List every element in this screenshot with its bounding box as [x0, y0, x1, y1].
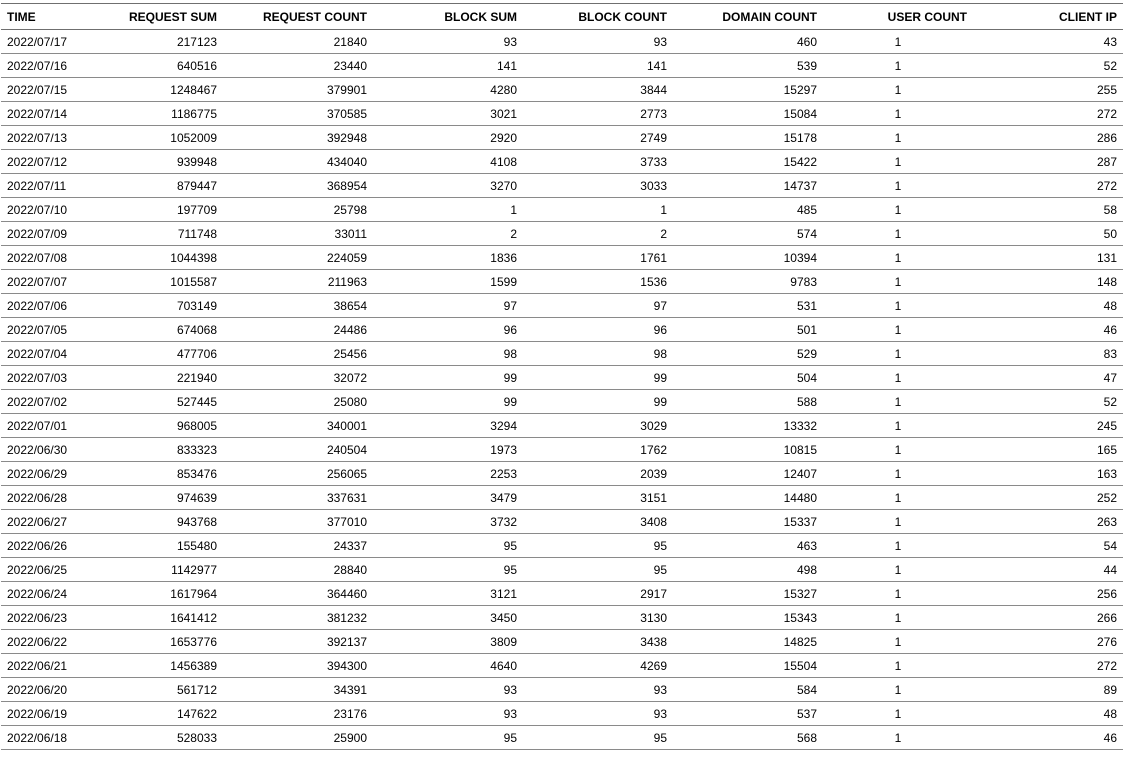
block-count-cell: 96 — [523, 318, 673, 342]
table-row — [1, 630, 1123, 654]
client-ip-cell: 43 — [973, 30, 1123, 54]
block-count-cell: 2749 — [523, 126, 673, 150]
time-cell: 2022/07/07 — [1, 270, 81, 294]
block-count-cell: 4269 — [523, 654, 673, 678]
client-ip-cell: 286 — [973, 126, 1123, 150]
domain-count-cell: 15504 — [673, 654, 823, 678]
time-cell: 2022/07/17 — [1, 30, 81, 54]
table-row — [1, 318, 1123, 342]
client-ip-cell: 276 — [973, 630, 1123, 654]
client-ip-cell: 148 — [973, 270, 1123, 294]
request-sum-cell: 1186775 — [81, 102, 223, 126]
table-row — [1, 462, 1123, 486]
table-row — [1, 582, 1123, 606]
client-ip-cell: 48 — [973, 702, 1123, 726]
request-sum-cell: 833323 — [81, 438, 223, 462]
time-cell: 2022/07/02 — [1, 390, 81, 414]
client-ip-cell: 44 — [973, 558, 1123, 582]
domain-count-cell: 13332 — [673, 414, 823, 438]
domain-count-cell: 501 — [673, 318, 823, 342]
block-count-cell: 1 — [523, 198, 673, 222]
domain-count-cell: 14737 — [673, 174, 823, 198]
daily-statistics-table — [1, 3, 1123, 750]
time-cell: 2022/06/28 — [1, 486, 81, 510]
request-count-cell: 381232 — [223, 606, 373, 630]
time-cell: 2022/06/21 — [1, 654, 81, 678]
domain-count-cell: 15297 — [673, 78, 823, 102]
block-count-cell: 3733 — [523, 150, 673, 174]
request-sum-cell: 197709 — [81, 198, 223, 222]
request-sum-cell: 1641412 — [81, 606, 223, 630]
block-sum-cell: 3450 — [373, 606, 523, 630]
table-row — [1, 438, 1123, 462]
block-sum-cell: 3270 — [373, 174, 523, 198]
block-count-cell: 2 — [523, 222, 673, 246]
block-count-cell: 2773 — [523, 102, 673, 126]
client-ip-cell: 165 — [973, 438, 1123, 462]
block-count-cell: 141 — [523, 54, 673, 78]
client-ip-cell: 263 — [973, 510, 1123, 534]
domain-count-cell: 10815 — [673, 438, 823, 462]
request-count-cell: 23176 — [223, 702, 373, 726]
block-count-cell: 95 — [523, 726, 673, 750]
block-count-cell: 93 — [523, 30, 673, 54]
user-count-cell: 1 — [823, 486, 973, 510]
user-count-cell: 1 — [823, 102, 973, 126]
request-sum-cell: 155480 — [81, 534, 223, 558]
request-count-cell: 434040 — [223, 150, 373, 174]
user-count-cell: 1 — [823, 438, 973, 462]
client-ip-cell: 89 — [973, 678, 1123, 702]
block-sum-cell: 93 — [373, 702, 523, 726]
user-count-cell: 1 — [823, 246, 973, 270]
table-row — [1, 414, 1123, 438]
request-count-cell: 21840 — [223, 30, 373, 54]
time-cell: 2022/07/08 — [1, 246, 81, 270]
domain-count-cell: 12407 — [673, 462, 823, 486]
user-count-cell: 1 — [823, 558, 973, 582]
report-table-container — [1, 3, 1123, 750]
table-row — [1, 30, 1123, 54]
client-ip-cell: 272 — [973, 654, 1123, 678]
request-sum-cell: 528033 — [81, 726, 223, 750]
block-count-cell: 98 — [523, 342, 673, 366]
table-row — [1, 270, 1123, 294]
request-sum-cell: 561712 — [81, 678, 223, 702]
time-cell: 2022/06/20 — [1, 678, 81, 702]
user-count-cell: 1 — [823, 126, 973, 150]
block-sum-cell: 141 — [373, 54, 523, 78]
user-count-cell: 1 — [823, 366, 973, 390]
client-ip-cell: 47 — [973, 366, 1123, 390]
domain-count-cell: 504 — [673, 366, 823, 390]
time-cell: 2022/07/13 — [1, 126, 81, 150]
request-count-cell: 392137 — [223, 630, 373, 654]
block-count-cell: 97 — [523, 294, 673, 318]
user-count-cell: 1 — [823, 534, 973, 558]
column-header-client-ip[interactable]: CLIENT IP — [973, 4, 1123, 30]
block-sum-cell: 98 — [373, 342, 523, 366]
table-body — [1, 30, 1123, 750]
block-count-cell: 2917 — [523, 582, 673, 606]
client-ip-cell: 46 — [973, 726, 1123, 750]
domain-count-cell: 485 — [673, 198, 823, 222]
block-sum-cell: 93 — [373, 30, 523, 54]
request-count-cell: 38654 — [223, 294, 373, 318]
client-ip-cell: 52 — [973, 54, 1123, 78]
table-row — [1, 342, 1123, 366]
block-count-cell: 93 — [523, 702, 673, 726]
request-sum-cell: 1142977 — [81, 558, 223, 582]
client-ip-cell: 131 — [973, 246, 1123, 270]
time-cell: 2022/06/18 — [1, 726, 81, 750]
request-count-cell: 370585 — [223, 102, 373, 126]
request-count-cell: 211963 — [223, 270, 373, 294]
request-count-cell: 32072 — [223, 366, 373, 390]
request-count-cell: 34391 — [223, 678, 373, 702]
user-count-cell: 1 — [823, 510, 973, 534]
block-count-cell: 3029 — [523, 414, 673, 438]
domain-count-cell: 460 — [673, 30, 823, 54]
table-row — [1, 102, 1123, 126]
column-header-block-count[interactable]: BLOCK COUNT — [523, 4, 673, 30]
block-sum-cell: 2 — [373, 222, 523, 246]
time-cell: 2022/06/23 — [1, 606, 81, 630]
block-count-cell: 1536 — [523, 270, 673, 294]
block-sum-cell: 3021 — [373, 102, 523, 126]
request-count-cell: 25798 — [223, 198, 373, 222]
block-sum-cell: 99 — [373, 366, 523, 390]
domain-count-cell: 588 — [673, 390, 823, 414]
request-count-cell: 25456 — [223, 342, 373, 366]
client-ip-cell: 50 — [973, 222, 1123, 246]
block-sum-cell: 95 — [373, 534, 523, 558]
user-count-cell: 1 — [823, 654, 973, 678]
table-row — [1, 726, 1123, 750]
column-header-domain-count[interactable]: DOMAIN COUNT — [673, 4, 823, 30]
time-cell: 2022/07/15 — [1, 78, 81, 102]
block-sum-cell: 99 — [373, 390, 523, 414]
block-sum-cell: 1836 — [373, 246, 523, 270]
time-cell: 2022/06/22 — [1, 630, 81, 654]
user-count-cell: 1 — [823, 174, 973, 198]
block-sum-cell: 95 — [373, 558, 523, 582]
table-row — [1, 534, 1123, 558]
block-count-cell: 1761 — [523, 246, 673, 270]
table-row — [1, 126, 1123, 150]
block-sum-cell: 4640 — [373, 654, 523, 678]
domain-count-cell: 574 — [673, 222, 823, 246]
client-ip-cell: 83 — [973, 342, 1123, 366]
request-count-cell: 240504 — [223, 438, 373, 462]
request-sum-cell: 1617964 — [81, 582, 223, 606]
client-ip-cell: 46 — [973, 318, 1123, 342]
domain-count-cell: 463 — [673, 534, 823, 558]
request-count-cell: 24337 — [223, 534, 373, 558]
domain-count-cell: 539 — [673, 54, 823, 78]
time-cell: 2022/07/01 — [1, 414, 81, 438]
table-row — [1, 294, 1123, 318]
domain-count-cell: 14480 — [673, 486, 823, 510]
block-count-cell: 99 — [523, 366, 673, 390]
table-row — [1, 558, 1123, 582]
user-count-cell: 1 — [823, 198, 973, 222]
client-ip-cell: 252 — [973, 486, 1123, 510]
client-ip-cell: 272 — [973, 102, 1123, 126]
table-row — [1, 486, 1123, 510]
time-cell: 2022/07/06 — [1, 294, 81, 318]
block-sum-cell: 1973 — [373, 438, 523, 462]
request-count-cell: 368954 — [223, 174, 373, 198]
block-count-cell: 93 — [523, 678, 673, 702]
block-count-cell: 2039 — [523, 462, 673, 486]
table-row — [1, 222, 1123, 246]
request-sum-cell: 674068 — [81, 318, 223, 342]
user-count-cell: 1 — [823, 702, 973, 726]
table-row — [1, 366, 1123, 390]
request-count-cell: 24486 — [223, 318, 373, 342]
time-cell: 2022/07/14 — [1, 102, 81, 126]
client-ip-cell: 163 — [973, 462, 1123, 486]
request-count-cell: 25080 — [223, 390, 373, 414]
request-sum-cell: 1248467 — [81, 78, 223, 102]
block-count-cell: 3844 — [523, 78, 673, 102]
request-count-cell: 379901 — [223, 78, 373, 102]
time-cell: 2022/06/30 — [1, 438, 81, 462]
request-count-cell: 23440 — [223, 54, 373, 78]
user-count-cell: 1 — [823, 150, 973, 174]
user-count-cell: 1 — [823, 270, 973, 294]
user-count-cell: 1 — [823, 342, 973, 366]
table-row — [1, 702, 1123, 726]
request-sum-cell: 974639 — [81, 486, 223, 510]
block-sum-cell: 3732 — [373, 510, 523, 534]
request-count-cell: 394300 — [223, 654, 373, 678]
domain-count-cell: 15327 — [673, 582, 823, 606]
block-sum-cell: 2920 — [373, 126, 523, 150]
block-sum-cell: 2253 — [373, 462, 523, 486]
table-row — [1, 654, 1123, 678]
block-sum-cell: 1 — [373, 198, 523, 222]
table-row — [1, 54, 1123, 78]
block-count-cell: 3130 — [523, 606, 673, 630]
column-header-request-count[interactable]: REQUEST COUNT — [223, 4, 373, 30]
table-row — [1, 510, 1123, 534]
request-sum-cell: 711748 — [81, 222, 223, 246]
request-sum-cell: 147622 — [81, 702, 223, 726]
client-ip-cell: 48 — [973, 294, 1123, 318]
user-count-cell: 1 — [823, 414, 973, 438]
time-cell: 2022/06/29 — [1, 462, 81, 486]
time-cell: 2022/07/11 — [1, 174, 81, 198]
time-cell: 2022/07/10 — [1, 198, 81, 222]
domain-count-cell: 537 — [673, 702, 823, 726]
request-sum-cell: 477706 — [81, 342, 223, 366]
time-cell: 2022/06/19 — [1, 702, 81, 726]
user-count-cell: 1 — [823, 78, 973, 102]
request-count-cell: 224059 — [223, 246, 373, 270]
table-row — [1, 678, 1123, 702]
request-sum-cell: 217123 — [81, 30, 223, 54]
block-count-cell: 99 — [523, 390, 673, 414]
domain-count-cell: 584 — [673, 678, 823, 702]
request-count-cell: 25900 — [223, 726, 373, 750]
request-sum-cell: 968005 — [81, 414, 223, 438]
client-ip-cell: 287 — [973, 150, 1123, 174]
time-cell: 2022/06/26 — [1, 534, 81, 558]
block-sum-cell: 3479 — [373, 486, 523, 510]
user-count-cell: 1 — [823, 318, 973, 342]
user-count-cell: 1 — [823, 54, 973, 78]
table-row — [1, 390, 1123, 414]
request-sum-cell: 703149 — [81, 294, 223, 318]
request-sum-cell: 1456389 — [81, 654, 223, 678]
client-ip-cell: 256 — [973, 582, 1123, 606]
table-row — [1, 174, 1123, 198]
domain-count-cell: 568 — [673, 726, 823, 750]
time-cell: 2022/07/12 — [1, 150, 81, 174]
column-header-user-count[interactable]: USER COUNT — [823, 4, 973, 30]
client-ip-cell: 255 — [973, 78, 1123, 102]
block-count-cell: 3408 — [523, 510, 673, 534]
request-sum-cell: 527445 — [81, 390, 223, 414]
request-sum-cell: 943768 — [81, 510, 223, 534]
user-count-cell: 1 — [823, 462, 973, 486]
time-cell: 2022/07/04 — [1, 342, 81, 366]
request-count-cell: 256065 — [223, 462, 373, 486]
table-header-row — [1, 4, 1123, 30]
domain-count-cell: 15422 — [673, 150, 823, 174]
column-header-time[interactable]: TIME — [1, 4, 81, 30]
block-count-cell: 95 — [523, 558, 673, 582]
time-cell: 2022/06/25 — [1, 558, 81, 582]
request-sum-cell: 1044398 — [81, 246, 223, 270]
request-count-cell: 340001 — [223, 414, 373, 438]
request-sum-cell: 1653776 — [81, 630, 223, 654]
block-sum-cell: 93 — [373, 678, 523, 702]
block-sum-cell: 3121 — [373, 582, 523, 606]
table-row — [1, 150, 1123, 174]
block-sum-cell: 97 — [373, 294, 523, 318]
domain-count-cell: 531 — [673, 294, 823, 318]
domain-count-cell: 15178 — [673, 126, 823, 150]
client-ip-cell: 52 — [973, 390, 1123, 414]
user-count-cell: 1 — [823, 726, 973, 750]
block-count-cell: 1762 — [523, 438, 673, 462]
request-count-cell: 33011 — [223, 222, 373, 246]
domain-count-cell: 15343 — [673, 606, 823, 630]
request-sum-cell: 939948 — [81, 150, 223, 174]
user-count-cell: 1 — [823, 678, 973, 702]
user-count-cell: 1 — [823, 582, 973, 606]
request-count-cell: 337631 — [223, 486, 373, 510]
table-row — [1, 246, 1123, 270]
block-sum-cell: 4108 — [373, 150, 523, 174]
block-sum-cell: 3809 — [373, 630, 523, 654]
time-cell: 2022/06/27 — [1, 510, 81, 534]
domain-count-cell: 529 — [673, 342, 823, 366]
domain-count-cell: 10394 — [673, 246, 823, 270]
column-header-block-sum[interactable]: BLOCK SUM — [373, 4, 523, 30]
block-count-cell: 95 — [523, 534, 673, 558]
table-row — [1, 78, 1123, 102]
request-sum-cell: 1015587 — [81, 270, 223, 294]
domain-count-cell: 15337 — [673, 510, 823, 534]
domain-count-cell: 9783 — [673, 270, 823, 294]
request-sum-cell: 640516 — [81, 54, 223, 78]
block-count-cell: 3438 — [523, 630, 673, 654]
request-count-cell: 364460 — [223, 582, 373, 606]
user-count-cell: 1 — [823, 294, 973, 318]
client-ip-cell: 58 — [973, 198, 1123, 222]
user-count-cell: 1 — [823, 630, 973, 654]
block-sum-cell: 1599 — [373, 270, 523, 294]
time-cell: 2022/07/09 — [1, 222, 81, 246]
time-cell: 2022/07/03 — [1, 366, 81, 390]
column-header-request-sum[interactable]: REQUEST SUM — [81, 4, 223, 30]
block-count-cell: 3033 — [523, 174, 673, 198]
client-ip-cell: 266 — [973, 606, 1123, 630]
user-count-cell: 1 — [823, 30, 973, 54]
time-cell: 2022/06/24 — [1, 582, 81, 606]
request-count-cell: 377010 — [223, 510, 373, 534]
request-sum-cell: 221940 — [81, 366, 223, 390]
request-sum-cell: 853476 — [81, 462, 223, 486]
table-row — [1, 198, 1123, 222]
domain-count-cell: 498 — [673, 558, 823, 582]
client-ip-cell: 272 — [973, 174, 1123, 198]
user-count-cell: 1 — [823, 390, 973, 414]
request-sum-cell: 1052009 — [81, 126, 223, 150]
domain-count-cell: 15084 — [673, 102, 823, 126]
block-sum-cell: 95 — [373, 726, 523, 750]
request-sum-cell: 879447 — [81, 174, 223, 198]
domain-count-cell: 14825 — [673, 630, 823, 654]
request-count-cell: 392948 — [223, 126, 373, 150]
block-sum-cell: 96 — [373, 318, 523, 342]
block-sum-cell: 4280 — [373, 78, 523, 102]
user-count-cell: 1 — [823, 606, 973, 630]
time-cell: 2022/07/05 — [1, 318, 81, 342]
request-count-cell: 28840 — [223, 558, 373, 582]
client-ip-cell: 54 — [973, 534, 1123, 558]
table-row — [1, 606, 1123, 630]
client-ip-cell: 245 — [973, 414, 1123, 438]
time-cell: 2022/07/16 — [1, 54, 81, 78]
block-sum-cell: 3294 — [373, 414, 523, 438]
user-count-cell: 1 — [823, 222, 973, 246]
block-count-cell: 3151 — [523, 486, 673, 510]
